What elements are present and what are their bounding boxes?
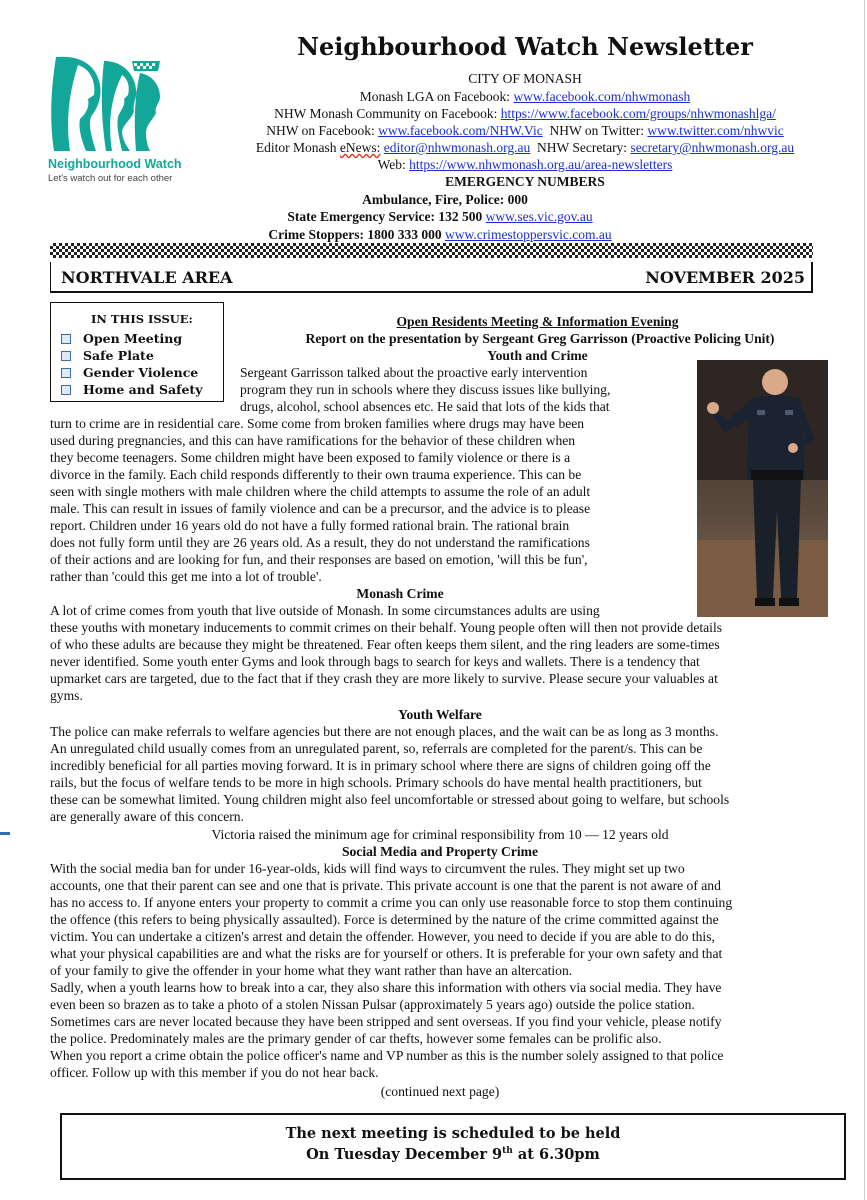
issue-item-label: Safe Plate	[83, 348, 154, 363]
body-line: these youths with monetary inducements to commit crimes on their behalf. Young people often will then not provide details	[50, 620, 723, 635]
ses-label: State Emergency Service: 132 500	[287, 209, 483, 224]
page-edge	[864, 0, 865, 1200]
body-line: incredibly beneficial for all parties moving forward. It is in primary school where there are signs of children going off the	[50, 758, 711, 773]
meeting-time: at 6.30pm	[512, 1146, 600, 1163]
body-line: drugs, alcohol, school absences etc. He said that lots of the kids that	[240, 399, 610, 414]
body-line: accounts, one that their parent can see and one that is private. This private account is one that the parent is not aware of and	[50, 878, 721, 893]
newsletter-title: Neighbourhood Watch Newsletter	[297, 32, 753, 61]
logo-tagline: Let's watch out for each other	[48, 173, 173, 184]
emergency-title: EMERGENCY NUMBERS	[445, 174, 605, 189]
checkbox-bullet-icon	[61, 351, 71, 361]
logo-name: Neighbourhood Watch	[48, 157, 182, 171]
issue-item	[61, 331, 182, 346]
in-this-issue-box	[50, 302, 224, 402]
area-bar	[50, 262, 813, 293]
in-this-issue-title: IN THIS ISSUE:	[91, 312, 193, 326]
issue-item	[61, 365, 198, 380]
body-line: A lot of crime comes from youth that live outside of Monash. In some circumstances adults are using	[50, 603, 600, 618]
body-line: victim. You can undertake a citizen's arrest and detain the offender. However, you need to decide if you are able to do this,	[50, 929, 715, 944]
body-line: upmarket cars are targeted, due to the fact that if they crash they are more likely to survive. Please secure your valuables at	[50, 671, 718, 686]
body-line: program they run in schools where they discuss issues like bullying,	[240, 382, 611, 397]
facebook-lga-label: Monash LGA on Facebook:	[359, 89, 511, 104]
body-line: male. This can result in issues of family violence and can be a precursor, and the advice is to please	[50, 501, 591, 516]
body-line: divorce in the family. Each child responds differently to their own trauma experience. This can be	[50, 467, 582, 482]
body-line: what your physical capabilities are and what the risks are for yourself or others. It is preferable for your own safety and that	[50, 946, 723, 961]
age-responsibility-line: Victoria raised the minimum age for criminal responsibility from 10 — 12 years old	[211, 827, 669, 842]
meeting-date: On Tuesday December 9	[306, 1146, 503, 1163]
facebook-lga-line	[200, 88, 850, 105]
body-line: rather than 'could this get me into a lot of trouble'.	[50, 569, 322, 584]
city-line: CITY OF MONASH	[468, 71, 582, 86]
facebook-community-label: NHW Monash Community on Facebook:	[274, 106, 498, 121]
body-line: Sometimes cars are never located because they have been stripped and sent overseas. If you find your vehicle, please notify	[50, 1014, 722, 1029]
body-line: these can be somewhat limited. Young children might also feel uncomfortable or stressed about going to welfare, but schools	[50, 792, 730, 807]
issue-date: NOVEMBER 2025	[645, 268, 805, 287]
issue-item	[61, 382, 202, 397]
body-line: even been so brazen as to take a photo of a stolen Nissan Pulsar (approximately 5 years ago) outside the police station.	[50, 997, 695, 1012]
body-line: has no access to. If anyone enters your property to commit a crime you can only use reasonable force to stop them continuing	[50, 895, 733, 910]
nhw-logo	[48, 55, 208, 190]
body-line: The police can make referrals to welfare agencies but there are not enough places, and the wait can be as long as 3 months.	[50, 724, 719, 739]
facebook-lga-link[interactable]: www.facebook.com/nhwmonash	[513, 89, 691, 104]
body-line: used during pregnancies, and this can have ramifications for the behavior of these children when	[50, 433, 576, 448]
next-meeting-line1: The next meeting is scheduled to be held	[285, 1125, 621, 1142]
checkbox-bullet-icon	[61, 385, 71, 395]
facebook-nhw-label: NHW on Facebook:	[266, 123, 375, 138]
emergency-line: Ambulance, Fire, Police: 000	[362, 192, 528, 207]
crime-stoppers-label: Crime Stoppers: 1800 333 000	[268, 227, 442, 242]
body-line: of your family to give the offender in your home what they want rather than have an altercation.	[50, 963, 573, 978]
editor-email-link[interactable]: editor@nhwmonash.org.au	[383, 140, 531, 155]
section-heading-social-media: Social Media and Property Crime	[341, 844, 539, 859]
social-line	[200, 122, 850, 139]
body-line: of their actions and are looking for fun, and their responses are based on emotion, 'will this be fun',	[50, 552, 588, 567]
article-title: Open Residents Meeting & Information Evening	[396, 314, 679, 329]
body-line: Sergeant Garrisson talked about the proactive early intervention	[240, 365, 588, 380]
body-line: Sadly, when a youth learns how to break into a car, they also share this information with others via social media. They have	[50, 980, 722, 995]
issue-item	[61, 348, 154, 363]
body-line: the police. Predominately males are the primary gender of car thefts, however some females can be prolific also.	[50, 1031, 662, 1046]
issue-item-label: Gender Violence	[83, 365, 199, 380]
secretary-label: NHW Secretary:	[536, 140, 628, 155]
section-heading-youth-welfare: Youth Welfare	[398, 707, 482, 722]
body-line: With the social media ban for under 16-year-olds, kids will find ways to circumvent the rules. They might set up two	[50, 861, 685, 876]
crime-stoppers-line	[115, 226, 765, 243]
secretary-email-link[interactable]: secretary@nhwmonash.org.au	[630, 140, 795, 155]
body-line: turn to crime are in residential care. Some come from broken families where drugs may have been	[50, 416, 585, 431]
checkbox-bullet-icon	[61, 368, 71, 378]
area-name: NORTHVALE AREA	[61, 268, 233, 287]
continued-note: (continued next page)	[380, 1084, 500, 1099]
ses-line	[115, 208, 765, 225]
body-line: never identified. Some youth enter Gyms and look through bags to search for keys and wallets. There is a tendency that	[50, 654, 700, 669]
ses-link[interactable]: www.ses.vic.gov.au	[485, 209, 593, 224]
twitter-link[interactable]: www.twitter.com/nhwvic	[647, 123, 784, 138]
editor-label: Editor Monash	[255, 140, 340, 155]
next-meeting-line2	[62, 1146, 844, 1163]
body-line: An unregulated child usually comes from an unregulated parent, so, referrals are completed for the parent/s. This can be	[50, 741, 703, 756]
web-line	[200, 156, 850, 173]
section-heading-monash-crime: Monash Crime	[356, 586, 444, 601]
web-link[interactable]: https://www.nhwmonash.org.au/area-newsletters	[409, 157, 673, 172]
web-label: Web:	[377, 157, 406, 172]
facebook-nhw-link[interactable]: www.facebook.com/NHW.Vic	[378, 123, 543, 138]
article-subtitle: Report on the presentation by Sergeant Greg Garrisson (Proactive Policing Unit)	[305, 331, 775, 346]
body-line: are generally aware of this concern.	[50, 809, 244, 824]
next-meeting-box	[60, 1113, 846, 1180]
body-line: of who these adults are because they might be threatened. Fear often keeps them silent, and the ring leaders are some-times	[50, 637, 720, 652]
issue-item-label: Open Meeting	[83, 331, 183, 346]
meeting-date-suffix: th	[502, 1146, 513, 1157]
body-line: does not fully form until they are 26 years old. As a result, they do not understand the ramifications	[50, 535, 590, 550]
margin-marker	[0, 826, 10, 835]
checkbox-bullet-icon	[61, 334, 71, 344]
facebook-community-line	[200, 105, 850, 122]
body-line: seen with single mothers with male children where the child attempts to assume the role of an adult	[50, 484, 591, 499]
body-line: they become teenagers. Some children might have been exposed to family violence or there is a	[50, 450, 571, 465]
body-line: When you report a crime obtain the police officer's name and VP number as this is the number solely assigned to that police	[50, 1048, 724, 1063]
body-line: the offence (this refers to being physically assaulted). Force is determined by the nature of the crime committed against the	[50, 912, 719, 927]
body-line: report. Children under 16 years old do not have a fully formed rational brain. The rational brain	[50, 518, 570, 533]
editor-label-enews: eNews:	[339, 140, 381, 155]
twitter-label: NHW on Twitter:	[549, 123, 645, 138]
body-line: gyms.	[50, 688, 83, 703]
body-line: officer. Follow up with this member if you do not hear back.	[50, 1065, 379, 1080]
logo-faces-icon	[48, 55, 163, 155]
body-line: rails, but the focus of welfare tends to be more in high schools. Primary schools do have mental health practitioners, but	[50, 775, 702, 790]
issue-item-label: Home and Safety	[83, 382, 203, 397]
checkered-divider	[50, 243, 813, 258]
facebook-community-link[interactable]: https://www.facebook.com/groups/nhwmonashlga/	[500, 106, 776, 121]
section-heading-youth-crime: Youth and Crime	[487, 348, 588, 363]
crime-stoppers-link[interactable]: www.crimestoppersvic.com.au	[444, 227, 612, 242]
contact-line	[200, 139, 850, 156]
